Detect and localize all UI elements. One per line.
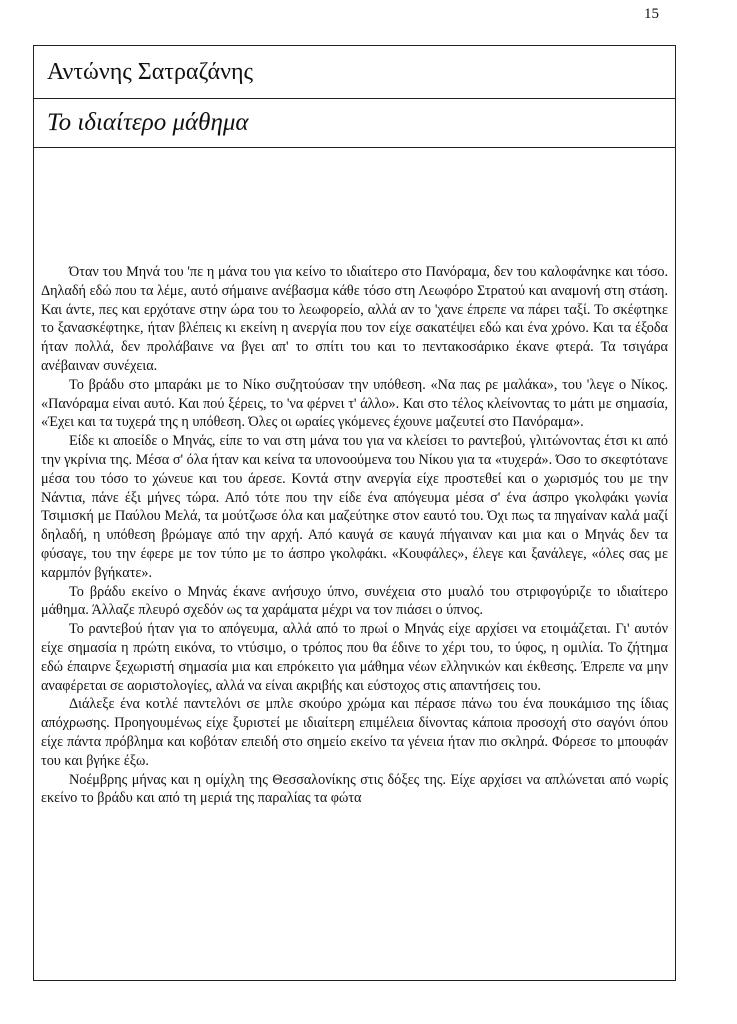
story-title-header — [34, 99, 675, 148]
story-title: Το ιδιαίτερο μάθημα — [47, 109, 249, 136]
paragraph: Είδε κι αποείδε ο Μηνάς, είπε το ναι στη μάνα του για να κλείσει το ραντεβού, γλιτώνοντας έτσι κι από την γκρίνια της. Μέσα σ' όλα ήταν και κείνα τα υπονοούμενα του Νίκου για τα «τυχερά». Όσο το σκεφτότανε μέσα του τόσο το χώνευε και του άρεσε. Κοντά στην ανεργία είχε προστεθεί και ο χωρισμός του με την Νάντια, πάνε έξι μήνες τώρα. Από τότε που την είδε ένα απόγευμα μέσα σ' ένα άσπρο γκολφάκι γωνία Τσιμισκή με Παύλου Μελά, τα μούτζωσε όλα και μαζεύτηκε στον εαυτό του. Όχι πως τα πηγαίναν καλά μαζί δηλαδή, η υπόθεση βρώμαγε από την αρχή. Από καυγά σε καυγά πήγαιναν και μια και ο Μηνάς δεν τα φύσαγε, του την έφερε με τον τύπο με το άσπρο γκολφάκι. «Κουφάλες», έλεγε και ξανάλεγε, «όλες σας με καρμπόν βγήκατε». — [41, 433, 668, 581]
author-name: Αντώνης Σατραζάνης — [47, 58, 254, 85]
paragraph: Το βράδυ εκείνο ο Μηνάς έκανε ανήσυχο ύπνο, συνέχεια στο μυαλό του στριφογύριζε το ιδιαίτερο μάθημα. Άλλαζε πλευρό σχεδόν ως τα χαράματα μέχρι να τον πιάσει ο ύπνος. — [41, 583, 668, 619]
page-number: 15 — [644, 6, 659, 22]
story-body — [41, 263, 668, 808]
paragraph: Διάλεξε ένα κοτλέ παντελόνι σε μπλε σκούρο χρώμα και πέρασε πάνω του ένα πουκάμισο της ίδιας απόχρωσης. Προηγουμένως είχε ξυριστεί με ιδιαίτερη επιμέλεια δίνοντας κάποια προσοχή στο σαγόνι όπου είχε πάντα πρόβλημα και κοβόταν επειδή στο σημείο εκείνο τα γένεια ήταν πιο σκληρά. Φόρεσε το μπουφάν του και βγήκε έξω. — [41, 696, 668, 769]
paragraph: Το βράδυ στο μπαράκι με το Νίκο συζητούσαν την υπόθεση. «Να πας ρε μαλάκα», του 'λεγε ο Νίκος. «Πανόραμα είναι αυτό. Και πού ξέρεις, το 'να φέρνει τ' άλλο». Και στο τέλος κλείνοντας το μάτι με σημασία, «Έχει και τα τυχερά της η υπόθεση. Όλες οι ωραίες γκόμενες έχουνε μαζευτεί στο Πανόραμα». — [41, 376, 668, 431]
author-header — [34, 46, 675, 99]
paragraph: Το ραντεβού ήταν για το απόγευμα, αλλά από το πρωί ο Μηνάς είχε αρχίσει να ετοιμάζεται. Γι' αυτόν είχε σημασία η πρώτη εικόνα, το ντύσιμο, ο τρόπος που θα έδινε το χέρι του, το ύφος, η ομιλία. Το ζήτημα εδώ έπαιρνε ξεχωριστή σημασία μια και επρόκειτο για μάθημα νέων ελληνικών και έκθεσης. Έπρεπε να μην αναφέρεται σε αοριστολογίες, αλλά να είναι ακριβής και εύστοχος στις απαντήσεις του. — [41, 621, 668, 694]
paragraph: Νοέμβρης μήνας και η ομίχλη της Θεσσαλονίκης στις δόξες της. Είχε αρχίσει να απλώνεται από νωρίς εκείνο το βράδυ και από τη μεριά της παραλίας τα φώτα — [41, 771, 668, 807]
content-frame — [33, 45, 676, 981]
paragraph: Όταν του Μηνά του 'πε η μάνα του για κείνο το ιδιαίτερο στο Πανόραμα, δεν του καλοφάνηκε και τόσο. Δηλαδή εδώ που τα λέμε, αυτό σήμαινε ανέβασμα κάθε τόσο στη Λεωφόρο Στρατού και αναμονή στη στάση. Και άντε, πες και ερχότανε στην ώρα του το λεωφορείο, αλλά αν το 'χανε έπρεπε να πάρει ταξί. Το σκέφτηκε το ξανασκέφτηκε, ήταν βλέπεις κι εκείνη η ανεργία που τον είχε σακατέψει εδώ και ένα χρόνο. Και τα έξοδα ήταν πολλά, δεν προλάβαινε να βγει απ' το σπίτι του και το πεντακοσάρικο έκανε φτερά. Τα τσιγάρα ανέβαιναν συνέχεια. — [41, 264, 668, 374]
